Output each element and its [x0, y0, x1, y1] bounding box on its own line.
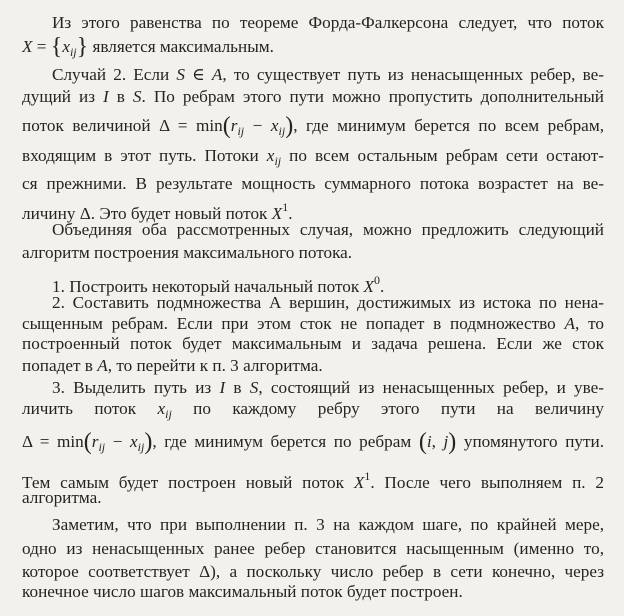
text-run: одно из ненасыщенных ранее ребер становится насыщенным (именно то,	[22, 539, 604, 558]
text-run: =	[32, 37, 51, 56]
math-symbol: 0	[374, 273, 380, 287]
math-symbol: X	[22, 37, 33, 56]
math-symbol: ij	[278, 124, 286, 138]
text-run: Тем самым будет построен новый поток	[22, 473, 354, 492]
text-run: входящим в этот путь. Потоки	[22, 146, 267, 165]
text-line	[22, 537, 604, 561]
text-run: личить поток	[22, 399, 158, 418]
text-run: по всем остальным ребрам сети остают-	[281, 146, 604, 165]
text-run: .	[380, 277, 385, 296]
text-run: −	[244, 116, 271, 135]
text-run: , то перейти к п. 3 алгоритма.	[107, 356, 323, 375]
math-symbol: )	[448, 429, 457, 455]
text-run: Случай 2. Если	[52, 65, 177, 84]
text-run: 2. Составить подмножества А вершин, достижимых из истока по нена-	[52, 293, 604, 312]
math-symbol: ij	[274, 154, 282, 168]
text-line	[22, 172, 604, 196]
text-run: ся прежними. В результате мощность суммарного потока возрастет на ве-	[22, 174, 604, 193]
text-run: , то	[575, 314, 604, 333]
text-run: Заметим, что при выполнении п. 3 на каждом шаге, по крайней мере,	[52, 515, 604, 534]
math-symbol: S	[132, 87, 142, 106]
text-line	[22, 114, 604, 138]
math-symbol: (	[83, 429, 92, 455]
text-line	[22, 332, 604, 356]
math-symbol: ij	[98, 440, 106, 454]
paragraph-first-line	[52, 218, 604, 242]
math-symbol: x	[130, 432, 138, 451]
math-symbol: r	[91, 432, 99, 451]
text-run: , то существует путь из ненасыщенных ребер, ве-	[222, 65, 604, 84]
text-run: является максимальным.	[88, 37, 274, 56]
math-symbol: X	[353, 473, 365, 492]
math-symbol: A	[211, 65, 223, 84]
paragraph-first-line	[52, 11, 604, 35]
math-symbol: ij	[165, 407, 172, 421]
text-run: ∈	[184, 65, 212, 84]
text-run: личину Δ. Это будет новый поток	[22, 204, 272, 223]
math-symbol: x	[157, 399, 166, 418]
text-line	[22, 85, 604, 109]
math-symbol: X	[363, 277, 374, 296]
text-line	[22, 486, 604, 510]
text-run: построенный поток будет максимальным и задача решена. Если же сток	[22, 334, 604, 353]
paragraph-first-line	[52, 513, 604, 537]
text-run: , где минимум берется по ребрам	[152, 432, 419, 451]
math-symbol: 1	[282, 200, 289, 214]
text-run: , где минимум берется по всем ребрам,	[293, 116, 604, 135]
text-line	[22, 144, 604, 168]
text-run: Из этого равенства по теореме Форда-Фалкерсона следует, что поток	[52, 13, 604, 32]
text-line	[22, 464, 605, 492]
math-symbol: A	[564, 314, 576, 333]
text-line	[22, 397, 604, 421]
math-symbol: )	[285, 113, 294, 139]
text-line	[22, 195, 604, 223]
math-symbol: x	[62, 37, 70, 56]
math-symbol: x	[270, 116, 279, 135]
math-symbol: j	[443, 432, 449, 451]
math-symbol: A	[97, 356, 108, 375]
text-run: . По ребрам этого пути можно пропустить дополнительный	[141, 87, 604, 106]
math-symbol: ij	[137, 440, 145, 454]
text-run: упомянутого пути.	[456, 432, 605, 451]
text-run: 1. Построить некоторый начальный поток	[52, 277, 364, 296]
text-run: −	[105, 432, 130, 451]
text-run: конечное число шагов максимальный поток будет построен.	[22, 582, 463, 601]
math-symbol: ij	[237, 124, 245, 138]
text-run: . После чего выполняем п. 2	[370, 473, 605, 492]
text-run: ,	[431, 432, 444, 451]
text-run: алгоритм построения максимального потока.	[22, 243, 353, 262]
paragraph-first-line	[52, 268, 604, 296]
text-run: которое соответствует Δ), а поскольку число ребер в сети конечно, через	[22, 562, 604, 581]
math-symbol: r	[230, 116, 238, 135]
math-symbol: x	[266, 146, 275, 165]
math-symbol: I	[103, 87, 109, 106]
text-run: сыщенным ребрам. Если при этом сток не попадет в подмножество	[22, 314, 565, 333]
math-symbol: (	[418, 429, 427, 455]
text-run: , состоящий из ненасыщенных ребер, и уве-	[258, 378, 604, 397]
math-symbol: X	[271, 204, 283, 223]
text-run: дущий из	[22, 87, 104, 106]
text-run: .	[288, 204, 293, 223]
text-run: по каждому ребру этого пути на величину	[171, 399, 604, 418]
math-symbol: ij	[69, 45, 77, 59]
text-run: в	[225, 378, 250, 397]
math-symbol: (	[222, 113, 231, 139]
math-symbol: 1	[364, 469, 371, 483]
paragraph-first-line	[52, 63, 604, 87]
math-symbol: {	[50, 34, 63, 60]
math-symbol: I	[219, 378, 226, 397]
text-run: алгоритма.	[22, 488, 102, 507]
text-run: поток величиной Δ = min	[22, 116, 223, 135]
text-run: в	[108, 87, 133, 106]
math-symbol: i	[426, 432, 432, 451]
math-symbol: }	[76, 34, 89, 60]
text-run: Δ = min	[22, 432, 84, 451]
text-run: 3. Выделить путь из	[52, 378, 220, 397]
text-line	[22, 430, 604, 454]
text-line	[22, 241, 604, 265]
text-run: Объединяя оба рассмотренных случая, можно предложить следующий	[52, 220, 604, 239]
math-symbol: )	[144, 429, 153, 455]
text-run: попадет в	[22, 356, 98, 375]
text-line	[22, 35, 604, 59]
math-symbol: S	[176, 65, 185, 84]
text-line	[22, 354, 604, 378]
text-line	[22, 580, 604, 604]
math-symbol: S	[249, 378, 259, 397]
